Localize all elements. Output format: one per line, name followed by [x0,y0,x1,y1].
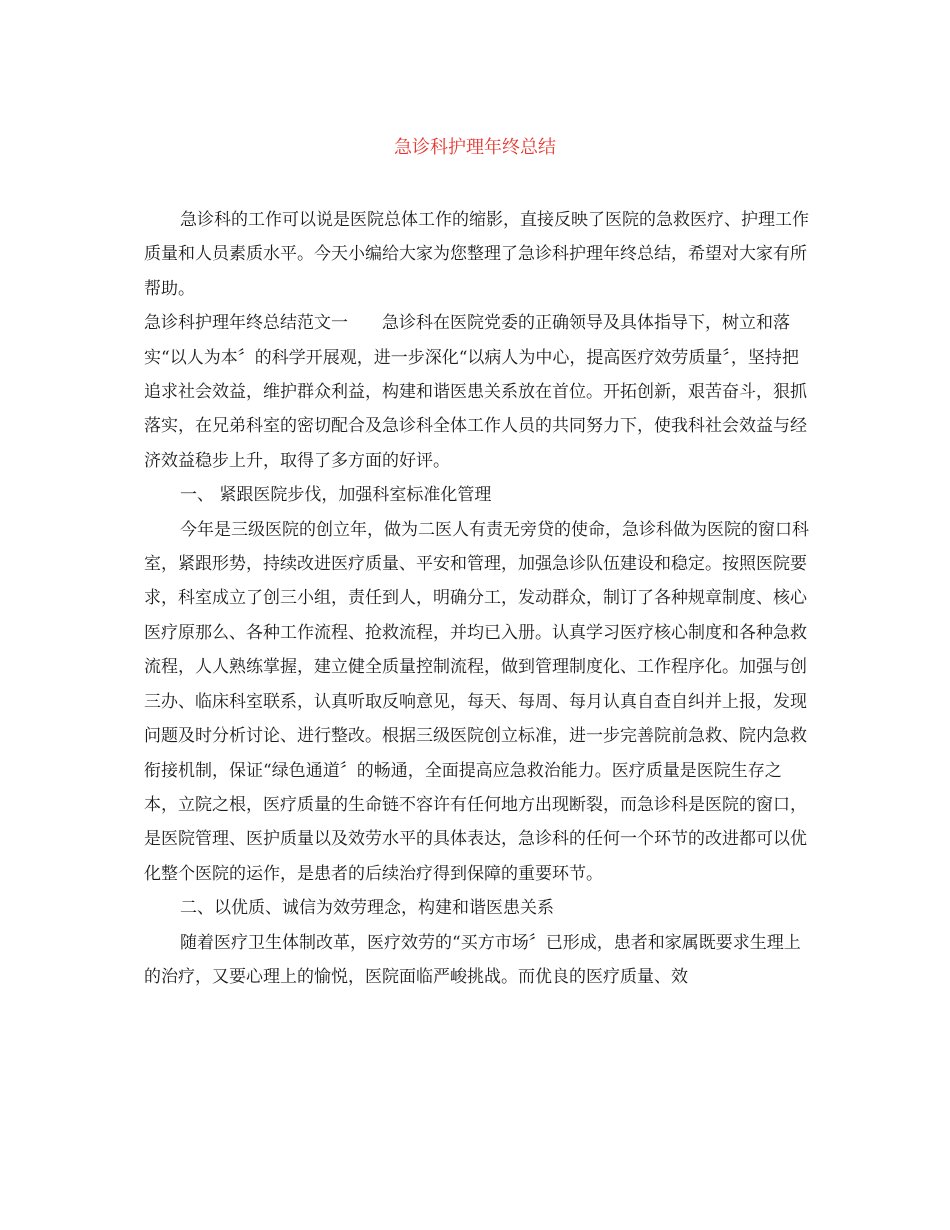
section-heading-2: 二、以优质、诚信为效劳理念，构建和谐医患关系 [180,898,554,919]
section-heading-1: 一、 紧跟医院步伐，加强科室标准化管理 [180,485,492,506]
document-title: 急诊科护理年终总结 [394,137,556,158]
intro-paragraph: 急诊科的工作可以说是医院总体工作的缩影，直接反映了医院的急救医疗、护理工作质量和人员素质水平。今天小编给大家为您整理了急诊科护理年终总结，希望对大家有所帮助。 [144,210,809,299]
sample-paragraph [144,306,814,478]
section-paragraph-2: 随着医疗卫生体制改革，医疗效劳的“买方市场〞已形成，患者和家属既要求生理上的治疗，又要心理上的愉悦，医院面临严峻挑战。而优良的医疗质量、效 [144,932,801,987]
document-body [144,203,814,994]
sample-label: 急诊科护理年终总结范文一 [144,313,348,334]
sample-text: 急诊科在医院党委的正确领导及具体指导下，树立和落实“以人为本〞的科学开展观，进一步深化“以病人为中心，提高医疗效劳质量〞，坚持把追求社会效益，维护群众利益，构建和谐医患关系放在首位。开拓创新，艰苦奋斗，狠抓落实，在兄弟科室的密切配合及急诊科全体工作人员的共同努力下，使我科社会效益与经济效益稳步上升，取得了多方面的好评。 [144,313,807,471]
section-paragraph-1: 今年是三级医院的创立年，做为二医人有责无旁贷的使命，急诊科做为医院的窗口科室，紧跟形势，持续改进医疗质量、平安和管理，加强急诊队伍建设和稳定。按照医院要求，科室成立了创三小组，责任到人，明确分工，发动群众，制订了各种规章制度、核心医疗原那么、各种工作流程、抢救流程，并均已入册。认真学习医疗核心制度和各种急救流程，人人熟练掌握，建立健全质量控制流程，做到管理制度化、工作程序化。加强与创三办、临床科室联系，认真听取反响意见，每天、每周、每月认真自查自纠并上报，发现问题及时分析讨论、进行整改。根据三级医院创立标准，进一步完善院前急救、院内急救衔接机制，保证“绿色通道〞的畅通，全面提高应急救治能力。医疗质量是医院生存之本，立院之根，医疗质量的生命链不容许有任何地方出现断裂，而急诊科是医院的窗口，是医院管理、医护质量以及效劳水平的具体表达，急诊科的任何一个环节的改进都可以优化整个医院的运作，是患者的后续治疗得到保障的重要环节。 [144,519,809,884]
